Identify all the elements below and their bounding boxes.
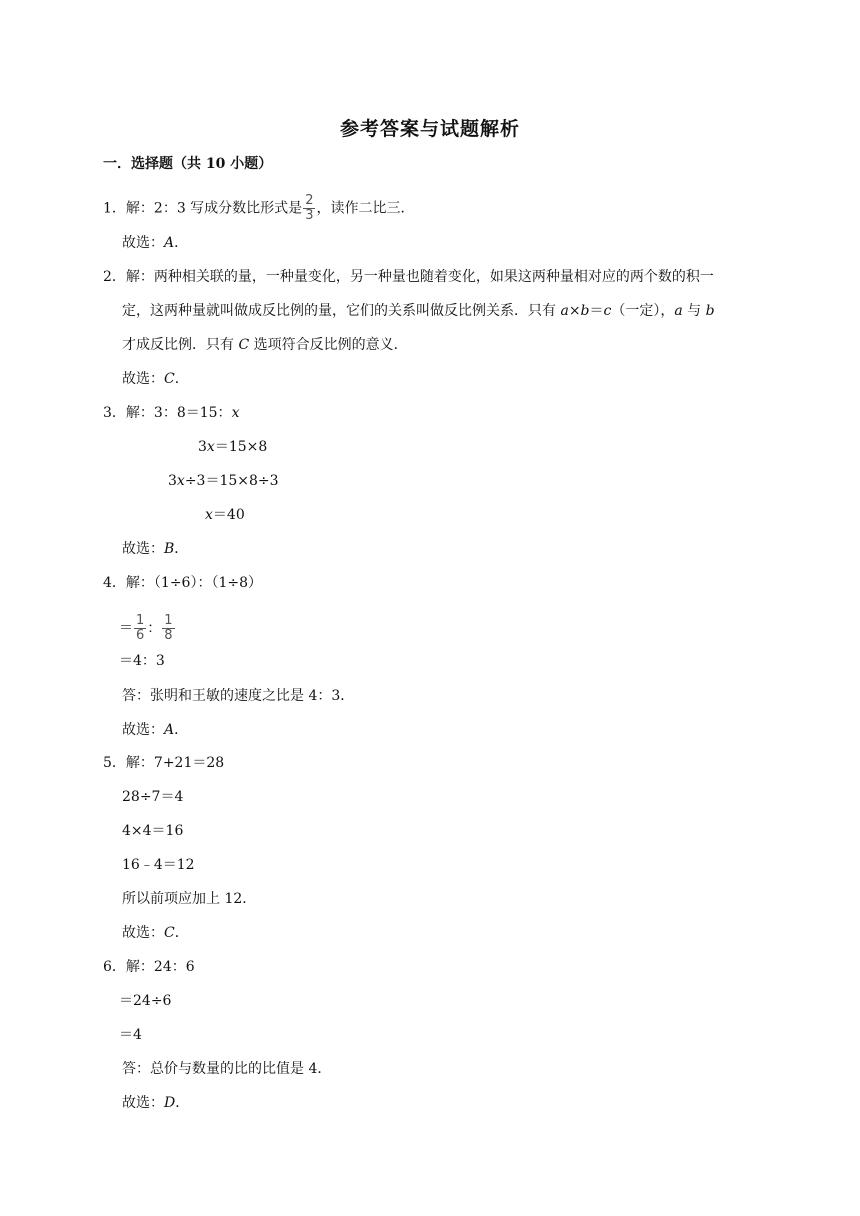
q3-answer: 故选：B． — [122, 541, 189, 557]
section-heading: 一．选择题（共 10 小题） — [103, 156, 273, 172]
q5-line-5: 所以前项应加上 12． — [122, 891, 257, 907]
q4-line-4: 答：张明和王敏的速度之比是 4：3． — [122, 688, 355, 704]
q4-line-3: ＝4：3 — [119, 653, 165, 669]
q2-answer: 故选：C． — [122, 371, 189, 387]
q3-line-1: 3．解：3：8＝15：x — [103, 405, 240, 421]
page-title: 参考答案与试题解析 — [339, 118, 520, 140]
q5-answer: 故选：C． — [122, 925, 189, 941]
q5-line-2: 28÷7＝4 — [122, 789, 184, 805]
fraction: $\frac{2}{3}$ — [305, 193, 314, 223]
q4-line-1: 4．解：（1÷6）：（1÷8） — [103, 575, 263, 591]
q5-line-1: 5．解：7+21＝28 — [103, 755, 225, 771]
q5-line-3: 4×4＝16 — [122, 823, 184, 839]
q2-line-2: 定，这两种量就叫做成反比例的量，它们的关系叫做反比例关系．只有 a×b＝c（一定），a 与 b — [122, 303, 715, 319]
q6-answer: 故选：D． — [122, 1095, 190, 1111]
q2-line-3: 才成反比例．只有 C 选项符合反比例的意义． — [122, 337, 408, 353]
q1-answer: 故选：A． — [122, 235, 189, 251]
q1-line-1: 1．解：2：3 写成分数比形式是 $\frac{2}{3}$ ，读作二比三． — [103, 193, 415, 223]
q4-answer: 故选：A． — [122, 722, 189, 738]
q2-line-1: 2．解：两种相关联的量，一种量变化，另一种量也随着变化，如果这两种量相对应的两个数的积一 — [103, 269, 714, 285]
q3-line-2: 3x＝15×8 — [198, 439, 268, 455]
q6-line-4: 答：总价与数量的比的比值是 4． — [122, 1061, 332, 1077]
q6-line-3: ＝4 — [119, 1027, 142, 1043]
fraction: $\frac{1}{6}$ — [136, 613, 145, 643]
q3-line-4: x＝40 — [205, 507, 245, 523]
q3-line-3: 3x÷3＝15×8÷3 — [168, 473, 279, 489]
q6-line-2: ＝24÷6 — [119, 993, 172, 1009]
q4-line-2: ＝ $\frac{1}{6}$ ： $\frac{1}{8}$ — [119, 613, 173, 643]
q6-line-1: 6．解：24：6 — [103, 959, 195, 975]
q5-line-4: 16﹣4＝12 — [122, 857, 195, 873]
fraction: $\frac{1}{8}$ — [164, 613, 173, 643]
